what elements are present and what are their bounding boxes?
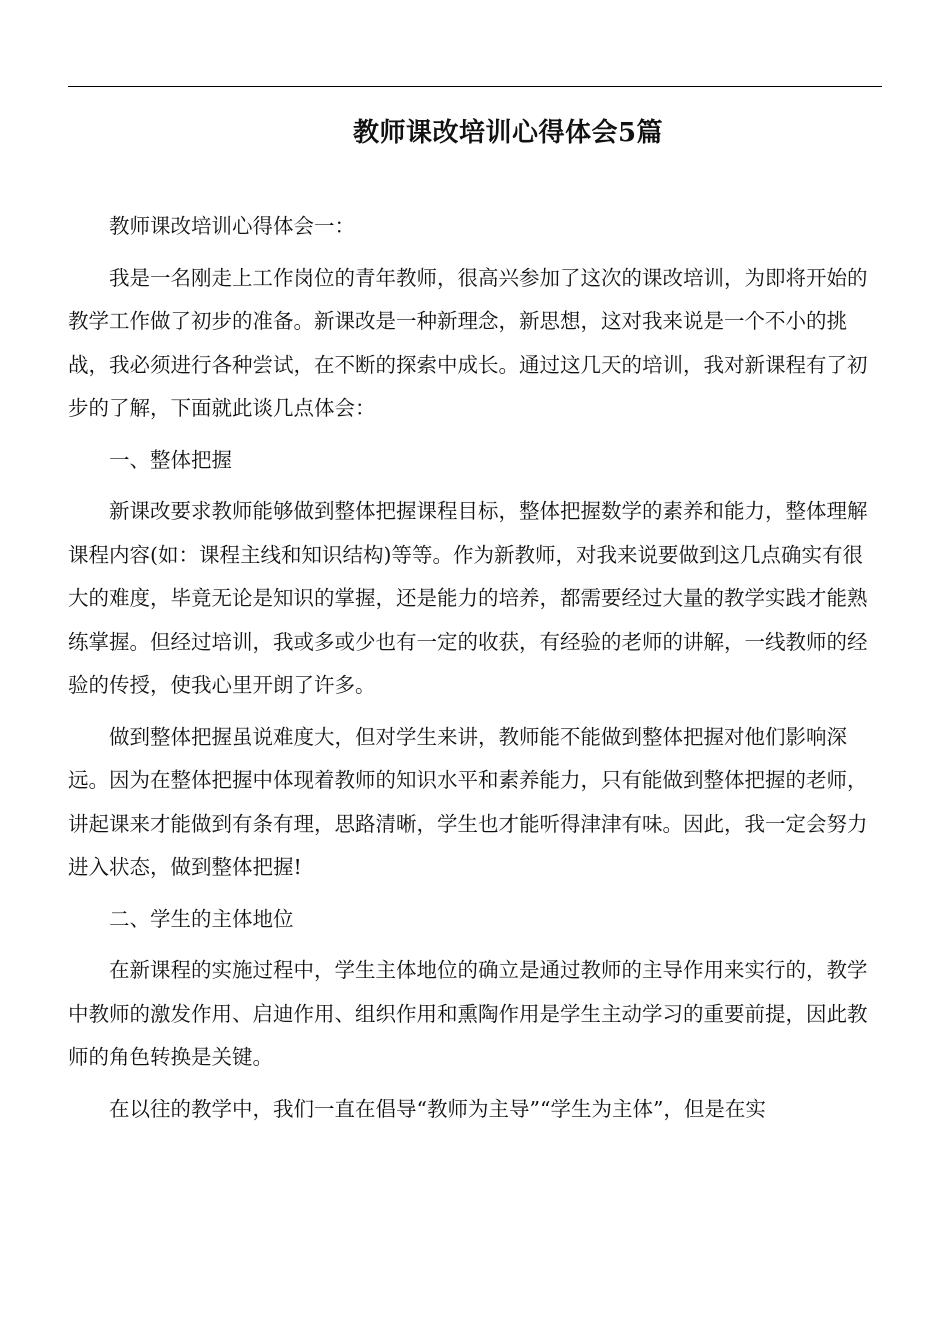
section-heading-overall-grasp: 一、整体把握 xyxy=(109,447,232,472)
header-rule xyxy=(68,86,882,87)
section-heading-student-subject: 二、学生的主体地位 xyxy=(109,906,294,931)
paragraph-past-teaching: 在以往的教学中，我们一直在倡导“教师为主导”“学生为主体”，但是在实 xyxy=(109,1096,766,1121)
paragraph-heading-one: 教师课改培训心得体会一： xyxy=(109,214,355,238)
document-title: 教师课改培训心得体会5篇 xyxy=(352,118,664,149)
paragraph-overall-grasp-importance: 做到整体把握虽说难度大，但对学生来讲，教师能不能做到整体把握对他们影响深远。因为在整体把握中体现着教师的知识水平和素养能力，只有能做到整体把握的老师，讲起课来才能做到有条有理，思路清晰，学生也才能听得津津有味。因此，我一定会努力进入状态，做到整体把握! xyxy=(68,724,868,879)
paragraph-overall-grasp: 新课改要求教师能够做到整体把握课程目标，整体把握数学的素养和能力，整体理解课程内容(如：课程主线和知识结构)等等。作为新教师，对我来说要做到这几点确实有很大的难度，毕竟无论是知识的掌握，还是能力的培养，都需要经过大量的教学实践才能熟练掌握。但经过培训，我或多或少也有一定的收获，有经验的老师的讲解，一线教师的经验的传授，使我心里开朗了许多。 xyxy=(68,499,868,697)
document-body xyxy=(68,205,880,1131)
paragraph-intro: 我是一名刚走上工作岗位的青年教师，很高兴参加了这次的课改培训，为即将开始的教学工作做了初步的准备。新课改是一种新理念，新思想，这对我来说是一个不小的挑战，我必须进行各种尝试，在不断的探索中成长。通过这几天的培训，我对新课程有了初步的了解，下面就此谈几点体会： xyxy=(68,265,868,420)
paragraph-student-subject: 在新课程的实施过程中，学生主体地位的确立是通过教师的主导作用来实行的，教学中教师的激发作用、启迪作用、组织作用和熏陶作用是学生主动学习的重要前提，因此教师的角色转换是关键。 xyxy=(68,958,868,1069)
